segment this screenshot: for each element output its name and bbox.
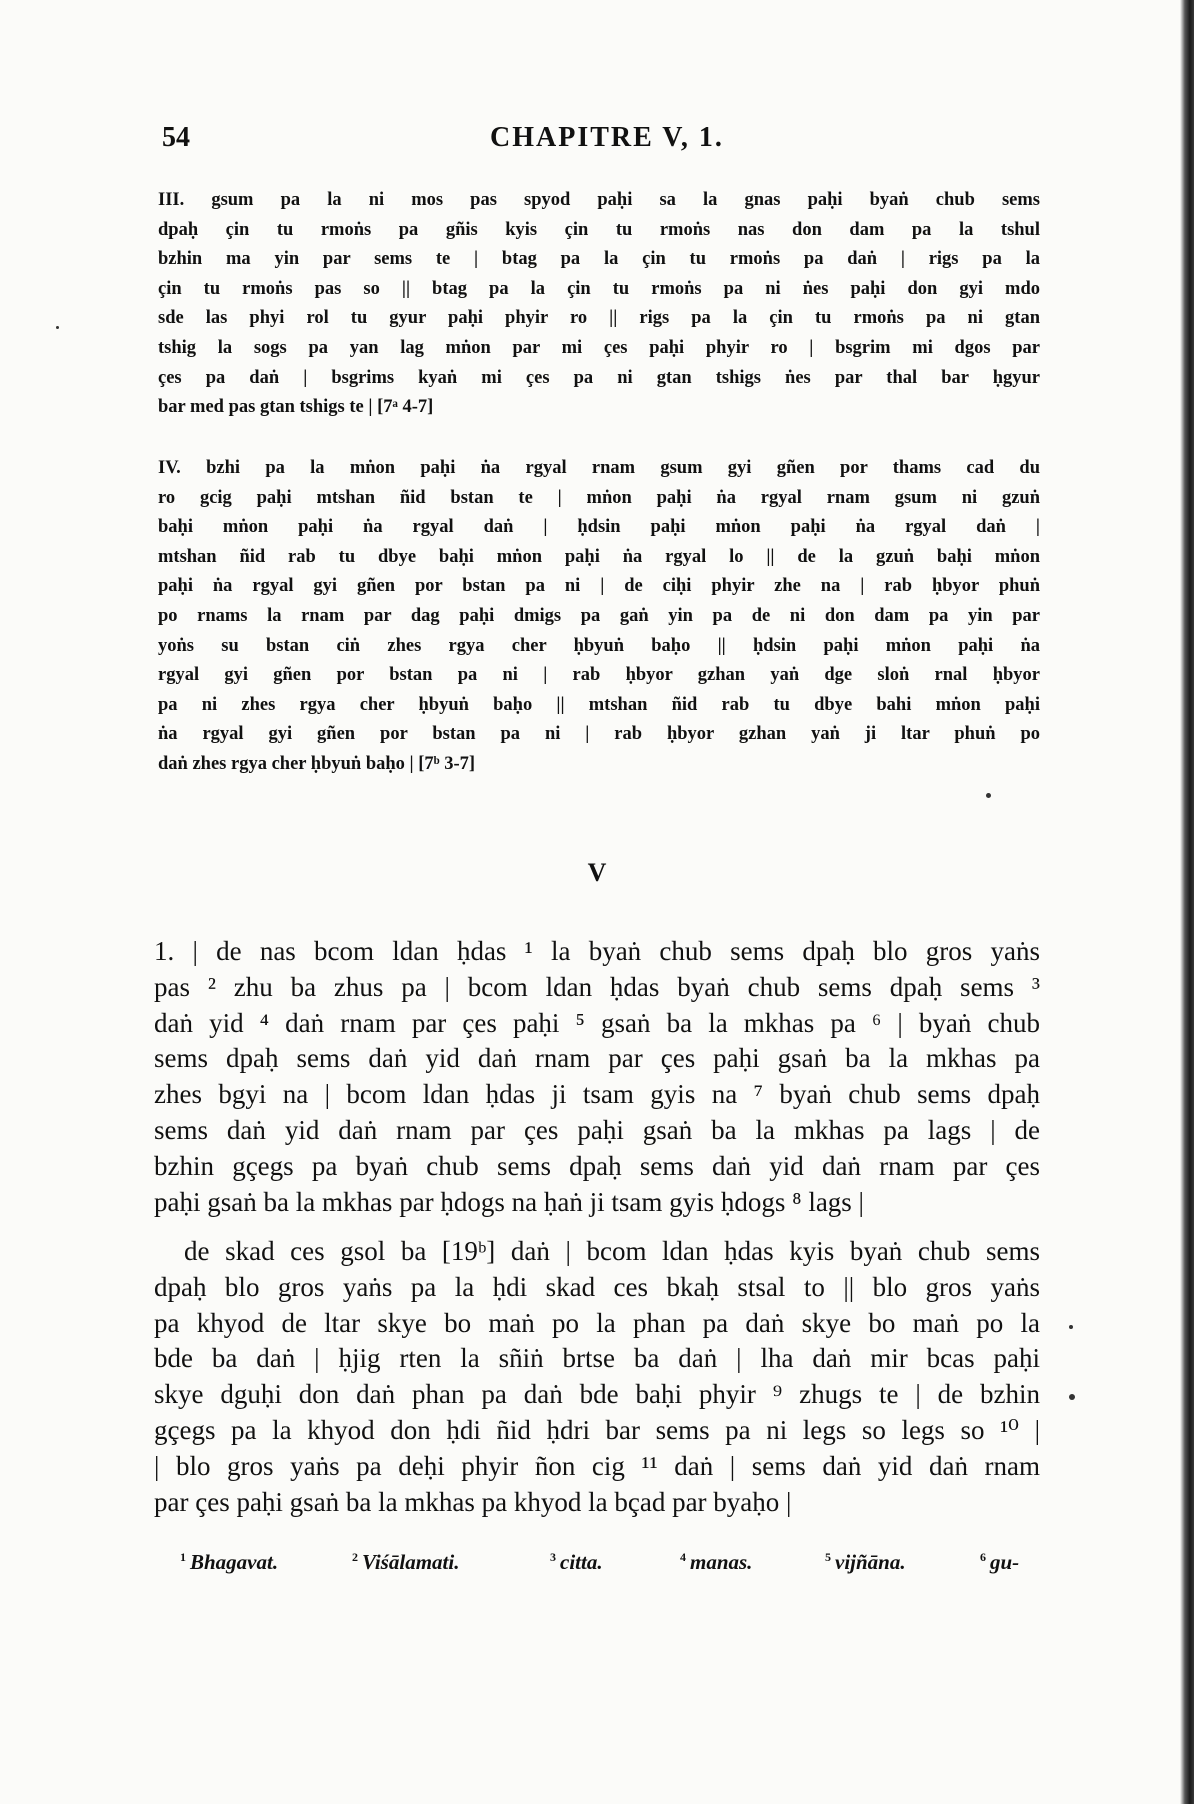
text-line: sems daṅ yid daṅ rnam par çes paḥi gsaṅ ba la mkhas pa lags | de xyxy=(154,1114,1040,1145)
footnote-text: citta. xyxy=(560,1550,603,1574)
text-line: pa ni zhes rgya cher ḥbyuṅ baḥo || mtshan ñid rab tu dbye bahi mṅon paḥi xyxy=(158,694,1040,715)
footnote-mark: 5 xyxy=(825,1550,831,1564)
text-line: daṅ zhes rgya cher ḥbyuṅ baḥo | [7ᵇ 3-7] xyxy=(158,753,476,774)
text-line: daṅ yid ⁴ daṅ rnam par çes paḥi ⁵ gsaṅ ba la mkhas pa ⁶ | byaṅ chub xyxy=(154,1007,1040,1038)
text-line: rgyal gyi gñen por bstan pa ni | rab ḥbyor gzhan yaṅ dge sloṅ rnal ḥbyor xyxy=(158,665,1040,686)
text-line: bzhin ma yin par sems te | btag pa la çin tu rmoṅs pa daṅ | rigs pa la xyxy=(158,249,1040,270)
footnote xyxy=(352,1550,459,1575)
footnote-text: gu- xyxy=(990,1550,1020,1574)
text-line: ṅa rgyal gyi gñen por bstan pa ni | rab ḥbyor gzhan yaṅ ji ltar phuṅ po xyxy=(158,724,1040,745)
text-line: par çes paḥi gsaṅ ba la mkhas pa khyod la bçad par byaḥo | xyxy=(154,1486,792,1517)
text-line: mtshan ñid rab tu dbye baḥi mṅon paḥi ṅa rgyal lo || de la gzuṅ baḥi mṅon xyxy=(158,546,1040,567)
text-line: III. gsum pa la ni mos pas spyod paḥi sa la gnas paḥi byaṅ chub sems xyxy=(158,190,1040,210)
footnote-mark: 3 xyxy=(550,1550,556,1564)
page-number: 54 xyxy=(162,122,190,153)
text-line: dpaḥ blo gros yaṅs pa la ḥdi skad ces bkaḥ stsal to || blo gros yaṅs xyxy=(154,1271,1040,1302)
scan-speck xyxy=(1069,1325,1073,1329)
text-line: IV. bzhi pa la mṅon paḥi ṅa rgyal rnam gsum gyi gñen por thams cad du xyxy=(158,458,1040,478)
footnote-text: Bhagavat. xyxy=(190,1550,279,1574)
scan-speck xyxy=(986,793,991,798)
text-line: baḥi mṅon paḥi ṅa rgyal daṅ | ḥdsin paḥi mṅon paḥi ṅa rgyal daṅ | xyxy=(158,517,1040,538)
footnote-mark: 6 xyxy=(980,1550,986,1564)
text-line: skye dguḥi don daṅ phan pa daṅ bde baḥi phyir ⁹ zhugs te | de bzhin xyxy=(154,1379,1040,1410)
paragraph-iv xyxy=(158,454,1040,780)
text-line: ro gcig paḥi mtshan ñid bstan te | mṅon paḥi ṅa rgyal rnam gsum ni gzuṅ xyxy=(158,487,1040,508)
text-line: gçegs pa la khyod don ḥdi ñid ḥdri bar sems pa ni legs so legs so ¹⁰ | xyxy=(154,1414,1040,1445)
text-line: bar med pas gtan tshigs te | [7ᵃ 4-7] xyxy=(158,397,434,418)
footnote-text: manas. xyxy=(690,1550,753,1574)
scan-binding-edge xyxy=(1180,0,1194,1804)
text-line: zhes bgyi na | bcom ldan ḥdas ji tsam gyis na ⁷ byaṅ chub sems dpaḥ xyxy=(154,1079,1040,1110)
footnote xyxy=(825,1550,906,1575)
section-1-paragraph xyxy=(154,934,1040,1220)
page-header xyxy=(160,122,1040,162)
section-1-paragraph-2 xyxy=(154,1234,1040,1520)
text-line: paḥi ṅa rgyal gyi gñen por bstan pa ni | de ciḥi phyir zhe na | rab ḥbyor phuṅ xyxy=(158,576,1040,597)
scan-speck xyxy=(1069,1394,1075,1400)
text-line: tshig la sogs pa yan lag mṅon par mi çes paḥi phyir ro | bsgrim mi dgos par xyxy=(158,337,1040,358)
footnote-text: vijñāna. xyxy=(835,1550,906,1574)
text-line: sde las phyi rol tu gyur paḥi phyir ro || rigs pa la çin tu rmoṅs pa ni gtan xyxy=(158,308,1040,329)
section-heading: V xyxy=(587,858,607,887)
text-line: çes pa daṅ | bsgrims kyaṅ mi çes pa ni gtan tshigs ṅes par thal bar ḥgyur xyxy=(158,367,1040,388)
text-line: pa khyod de ltar skye bo maṅ po la phan pa daṅ skye bo maṅ po la xyxy=(154,1307,1040,1338)
text-line: sems dpaḥ sems daṅ yid daṅ rnam par çes paḥi gsaṅ ba la mkhas pa xyxy=(154,1043,1040,1074)
text-line: bde ba daṅ | ḥjig rten la sñiṅ brtse ba daṅ | lha daṅ mir bcas paḥi xyxy=(154,1343,1040,1374)
text-line: | blo gros yaṅs pa deḥi phyir ñon cig ¹¹ daṅ | sems daṅ yid daṅ rnam xyxy=(154,1450,1040,1481)
footnote-mark: 4 xyxy=(680,1550,686,1564)
text-line: yoṅs su bstan ciṅ zhes rgya cher ḥbyuṅ baḥo || ḥdsin paḥi mṅon paḥi ṅa xyxy=(158,635,1040,656)
footnote xyxy=(550,1550,603,1575)
text-line: 1. | de nas bcom ldan ḥdas ¹ la byaṅ chub sems dpaḥ blo gros yaṅs xyxy=(154,936,1040,966)
paragraph-iii xyxy=(158,186,1040,423)
text-line: pas ² zhu ba zhus pa | bcom ldan ḥdas byaṅ chub sems dpaḥ sems ³ xyxy=(154,971,1040,1002)
text-line: paḥi gsaṅ ba la mkhas par ḥdogs na ḥaṅ ji tsam gyis ḥdogs ⁸ lags | xyxy=(154,1186,864,1217)
footnote xyxy=(680,1550,752,1575)
text-line: çin tu rmoṅs pas so || btag pa la çin tu rmoṅs pa ni ṅes paḥi don gyi mdo xyxy=(158,278,1040,299)
text-line: dpaḥ çin tu rmoṅs pa gñis kyis çin tu rmoṅs nas don dam pa la tshul xyxy=(158,219,1040,240)
scan-speck xyxy=(56,326,59,329)
footnote-text: Viśālamati. xyxy=(362,1550,460,1574)
text-line: po rnams la rnam par dag paḥi dmigs pa gaṅ yin pa de ni don dam pa yin par xyxy=(158,605,1040,626)
running-title: CHAPITRE V, 1. xyxy=(490,122,724,153)
footnote-mark: 1 xyxy=(180,1550,186,1564)
footnote-mark: 2 xyxy=(352,1550,358,1564)
footnote xyxy=(980,1550,1019,1575)
text-line: bzhin gçegs pa byaṅ chub sems dpaḥ sems daṅ yid daṅ rnam par çes xyxy=(154,1150,1040,1181)
footnote xyxy=(180,1550,278,1575)
text-line: de skad ces gsol ba [19ᵇ] daṅ | bcom ldan ḥdas kyis byaṅ chub sems xyxy=(184,1236,1040,1266)
